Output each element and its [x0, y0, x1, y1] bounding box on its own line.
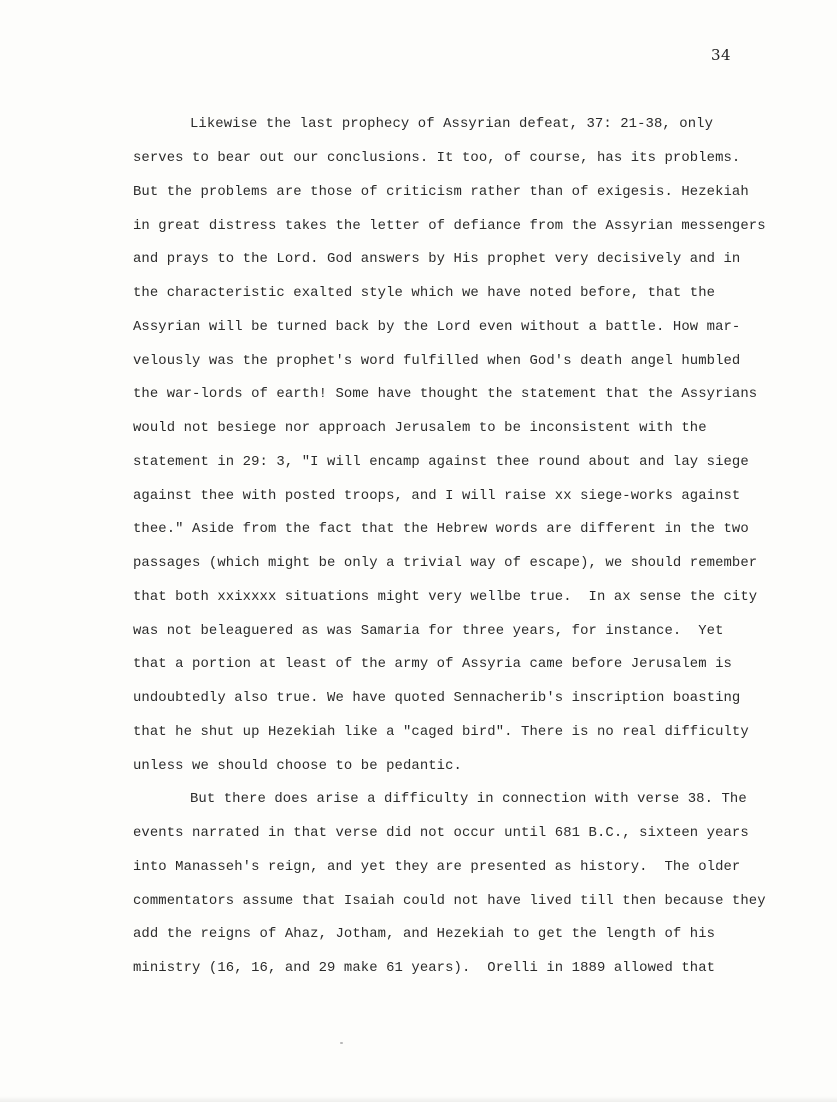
text-line: in great distress takes the letter of defiance from the Assyrian messengers [133, 218, 766, 234]
text-line: events narrated in that verse did not occur until 681 B.C., sixteen years [133, 825, 749, 841]
text-line: add the reigns of Ahaz, Jotham, and Hezekiah to get the length of his [133, 926, 716, 942]
page-edge-shadow [0, 1096, 837, 1102]
text-line: Assyrian will be turned back by the Lord even without a battle. How mar- [133, 319, 741, 335]
text-line: serves to bear out our conclusions. It too, of course, has its problems. [133, 150, 741, 166]
text-line: against thee with posted troops, and I will raise xx siege-works against [133, 488, 741, 504]
text-line: But the problems are those of criticism rather than of exigesis. Hezekiah [133, 184, 749, 200]
text-line: Likewise the last prophecy of Assyrian defeat, 37: 21-38, only [190, 116, 714, 132]
text-line: ministry (16, 16, and 29 make 61 years). Orelli in 1889 allowed that [133, 960, 716, 976]
text-line: into Manasseh's reign, and yet they are presented as history. The older [133, 859, 741, 875]
text-line: But there does arise a difficulty in connection with verse 38. The [190, 791, 747, 807]
text-line: would not besiege nor approach Jerusalem to be inconsistent with the [133, 420, 707, 436]
paper-speck [340, 1042, 343, 1044]
text-line: was not beleaguered as was Samaria for three years, for instance. Yet [133, 623, 724, 639]
text-line: unless we should choose to be pedantic. [133, 758, 462, 774]
text-line: thee." Aside from the fact that the Hebrew words are different in the two [133, 521, 749, 537]
text-line: the characteristic exalted style which we have noted before, that the [133, 285, 716, 301]
text-line: commentators assume that Isaiah could not have lived till then because they [133, 893, 766, 909]
page-number: 34 [711, 46, 732, 64]
text-line: and prays to the Lord. God answers by His prophet very decisively and in [133, 251, 741, 267]
text-line: the war-lords of earth! Some have thought the statement that the Assyrians [133, 386, 758, 402]
text-line: statement in 29: 3, "I will encamp against thee round about and lay siege [133, 454, 749, 470]
text-line: passages (which might be only a trivial way of escape), we should remember [133, 555, 758, 571]
text-line: velously was the prophet's word fulfilled when God's death angel humbled [133, 353, 741, 369]
text-line: that he shut up Hezekiah like a "caged bird". There is no real difficulty [133, 724, 749, 740]
text-line: that a portion at least of the army of Assyria came before Jerusalem is [133, 656, 732, 672]
text-line: that both xxixxxx situations might very wellbe true. In ax sense the city [133, 589, 758, 605]
text-line: undoubtedly also true. We have quoted Sennacherib's inscription boasting [133, 690, 741, 706]
